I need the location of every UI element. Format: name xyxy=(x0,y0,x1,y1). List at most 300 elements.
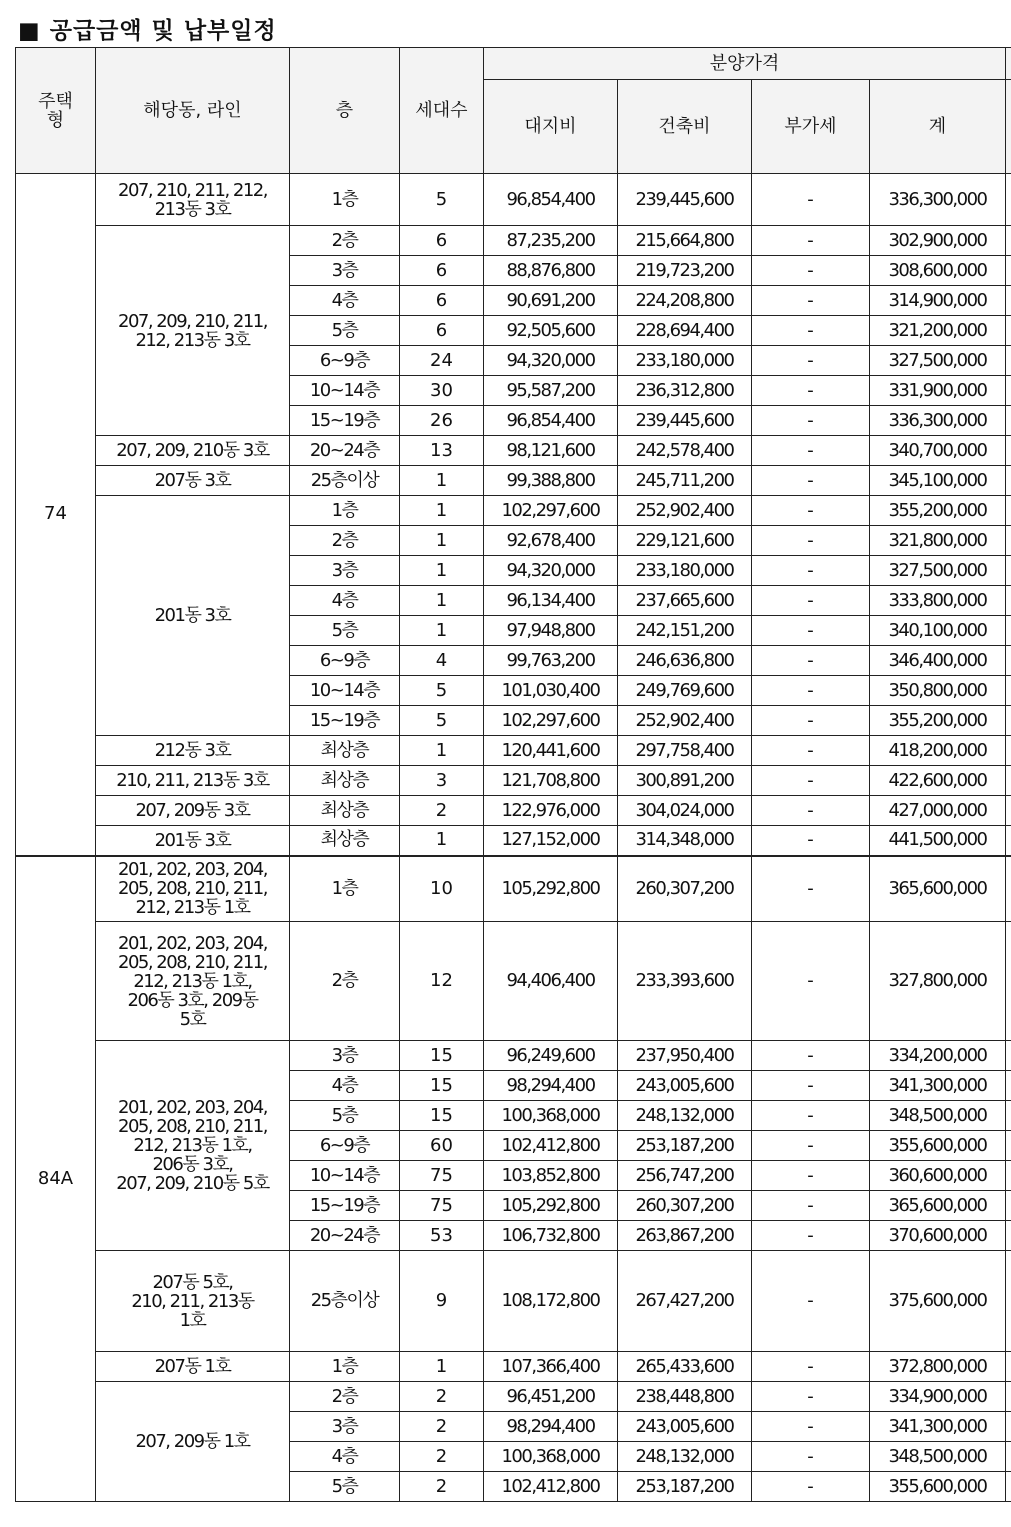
vat-cell: - xyxy=(752,856,870,922)
vat-cell: - xyxy=(752,676,870,706)
dong-line-cell: 207, 209, 210동 3호 xyxy=(96,436,290,466)
building-cost-cell: 249,769,600 xyxy=(618,676,752,706)
dong-line-cell: 201, 202, 203, 204, 205, 208, 210, 211, 212, 213동 1호 xyxy=(96,856,290,922)
units-cell: 60 xyxy=(400,1131,484,1161)
header-price-group: 분양가격 xyxy=(484,48,1006,80)
total-cell: 331,900,000 xyxy=(870,376,1006,406)
floor-cell: 20~24층 xyxy=(290,436,400,466)
floor-cell: 5층 xyxy=(290,1101,400,1131)
floor-cell: 6~9층 xyxy=(290,346,400,376)
land-cost-cell: 102,412,800 xyxy=(484,1472,618,1502)
vat-cell: - xyxy=(752,1472,870,1502)
land-cost-cell: 96,249,600 xyxy=(484,1041,618,1071)
total-cell: 346,400,000 xyxy=(870,646,1006,676)
land-cost-cell: 94,406,400 xyxy=(484,922,618,1041)
extra-cell xyxy=(1006,1191,1011,1221)
floor-cell: 4층 xyxy=(290,1071,400,1101)
units-cell: 2 xyxy=(400,1412,484,1442)
table-row xyxy=(16,856,1011,922)
building-cost-cell: 263,867,200 xyxy=(618,1221,752,1251)
units-cell: 1 xyxy=(400,526,484,556)
units-cell: 6 xyxy=(400,286,484,316)
vat-cell: - xyxy=(752,436,870,466)
building-cost-cell: 239,445,600 xyxy=(618,406,752,436)
land-cost-cell: 87,235,200 xyxy=(484,226,618,256)
building-cost-cell: 239,445,600 xyxy=(618,174,752,226)
units-cell: 9 xyxy=(400,1251,484,1352)
units-cell: 6 xyxy=(400,316,484,346)
total-cell: 345,100,000 xyxy=(870,466,1006,496)
dong-line-cell: 201, 202, 203, 204, 205, 208, 210, 211, 212, 213동 1호, 206동 3호, 209동 5호 xyxy=(96,922,290,1041)
total-cell: 341,300,000 xyxy=(870,1412,1006,1442)
floor-cell: 10~14층 xyxy=(290,676,400,706)
vat-cell: - xyxy=(752,706,870,736)
table-row xyxy=(16,1382,1011,1412)
extra-cell xyxy=(1006,616,1011,646)
floor-cell: 4층 xyxy=(290,286,400,316)
housing-type-cell: 84A xyxy=(16,856,96,1502)
land-cost-cell: 97,948,800 xyxy=(484,616,618,646)
total-cell: 365,600,000 xyxy=(870,1191,1006,1221)
units-cell: 1 xyxy=(400,1352,484,1382)
building-cost-cell: 237,665,600 xyxy=(618,586,752,616)
extra-cell xyxy=(1006,526,1011,556)
table-row xyxy=(16,766,1011,796)
total-cell: 348,500,000 xyxy=(870,1101,1006,1131)
dong-line-cell: 207, 210, 211, 212, 213동 3호 xyxy=(96,174,290,226)
building-cost-cell: 260,307,200 xyxy=(618,1191,752,1221)
land-cost-cell: 127,152,000 xyxy=(484,826,618,856)
total-cell: 355,200,000 xyxy=(870,496,1006,526)
floor-cell: 2층 xyxy=(290,526,400,556)
total-cell: 321,800,000 xyxy=(870,526,1006,556)
header-extra xyxy=(1006,80,1011,174)
vat-cell: - xyxy=(752,616,870,646)
extra-cell xyxy=(1006,1251,1011,1352)
floor-cell: 25층이상 xyxy=(290,1251,400,1352)
building-cost-cell: 314,348,000 xyxy=(618,826,752,856)
vat-cell: - xyxy=(752,174,870,226)
floor-cell: 5층 xyxy=(290,316,400,346)
extra-cell xyxy=(1006,496,1011,526)
extra-cell xyxy=(1006,1101,1011,1131)
land-cost-cell: 96,451,200 xyxy=(484,1382,618,1412)
floor-cell: 3층 xyxy=(290,1041,400,1071)
units-cell: 53 xyxy=(400,1221,484,1251)
land-cost-cell: 102,297,600 xyxy=(484,496,618,526)
extra-cell xyxy=(1006,1071,1011,1101)
table-row xyxy=(16,796,1011,826)
total-cell: 427,000,000 xyxy=(870,796,1006,826)
vat-cell: - xyxy=(752,922,870,1041)
dong-line-cell: 207, 209동 3호 xyxy=(96,796,290,826)
land-cost-cell: 107,366,400 xyxy=(484,1352,618,1382)
vat-cell: - xyxy=(752,1041,870,1071)
units-cell: 24 xyxy=(400,346,484,376)
building-cost-cell: 219,723,200 xyxy=(618,256,752,286)
floor-cell: 15~19층 xyxy=(290,406,400,436)
floor-cell: 최상층 xyxy=(290,736,400,766)
floor-cell: 최상층 xyxy=(290,766,400,796)
units-cell: 5 xyxy=(400,676,484,706)
header-floor: 층 xyxy=(290,48,400,174)
vat-cell: - xyxy=(752,1412,870,1442)
land-cost-cell: 105,292,800 xyxy=(484,856,618,922)
extra-cell xyxy=(1006,1041,1011,1071)
extra-cell xyxy=(1006,676,1011,706)
land-cost-cell: 98,294,400 xyxy=(484,1071,618,1101)
units-cell: 10 xyxy=(400,856,484,922)
building-cost-cell: 237,950,400 xyxy=(618,1041,752,1071)
building-cost-cell: 236,312,800 xyxy=(618,376,752,406)
extra-cell xyxy=(1006,286,1011,316)
table-row xyxy=(16,496,1011,526)
building-cost-cell: 229,121,600 xyxy=(618,526,752,556)
units-cell: 5 xyxy=(400,174,484,226)
floor-cell: 5층 xyxy=(290,616,400,646)
extra-cell xyxy=(1006,556,1011,586)
header-dong-line: 해당동, 라인 xyxy=(96,48,290,174)
total-cell: 327,800,000 xyxy=(870,922,1006,1041)
total-cell: 336,300,000 xyxy=(870,174,1006,226)
land-cost-cell: 120,441,600 xyxy=(484,736,618,766)
extra-cell xyxy=(1006,346,1011,376)
total-cell: 341,300,000 xyxy=(870,1071,1006,1101)
units-cell: 2 xyxy=(400,1442,484,1472)
land-cost-cell: 98,294,400 xyxy=(484,1412,618,1442)
total-cell: 302,900,000 xyxy=(870,226,1006,256)
units-cell: 1 xyxy=(400,586,484,616)
extra-cell xyxy=(1006,256,1011,286)
land-cost-cell: 122,976,000 xyxy=(484,796,618,826)
land-cost-cell: 106,732,800 xyxy=(484,1221,618,1251)
extra-cell xyxy=(1006,1382,1011,1412)
floor-cell: 10~14층 xyxy=(290,376,400,406)
building-cost-cell: 233,180,000 xyxy=(618,346,752,376)
floor-cell: 2층 xyxy=(290,226,400,256)
units-cell: 1 xyxy=(400,826,484,856)
units-cell: 15 xyxy=(400,1101,484,1131)
floor-cell: 3층 xyxy=(290,1412,400,1442)
units-cell: 2 xyxy=(400,1472,484,1502)
table-row xyxy=(16,922,1011,1041)
floor-cell: 5층 xyxy=(290,1472,400,1502)
vat-cell: - xyxy=(752,1382,870,1412)
building-cost-cell: 238,448,800 xyxy=(618,1382,752,1412)
vat-cell: - xyxy=(752,826,870,856)
dong-line-cell: 207, 209, 210, 211, 212, 213동 3호 xyxy=(96,226,290,436)
floor-cell: 3층 xyxy=(290,556,400,586)
header-type: 주택 형 xyxy=(16,48,96,174)
table-row xyxy=(16,1352,1011,1382)
building-cost-cell: 253,187,200 xyxy=(618,1131,752,1161)
extra-cell xyxy=(1006,1412,1011,1442)
total-cell: 375,600,000 xyxy=(870,1251,1006,1352)
table-row xyxy=(16,226,1011,256)
total-cell: 355,600,000 xyxy=(870,1472,1006,1502)
vat-cell: - xyxy=(752,736,870,766)
units-cell: 15 xyxy=(400,1041,484,1071)
header-vat: 부가세 xyxy=(752,80,870,174)
header-building-cost: 건축비 xyxy=(618,80,752,174)
extra-cell xyxy=(1006,436,1011,466)
total-cell: 350,800,000 xyxy=(870,676,1006,706)
floor-cell: 1층 xyxy=(290,174,400,226)
total-cell: 321,200,000 xyxy=(870,316,1006,346)
dong-line-cell: 207동 1호 xyxy=(96,1352,290,1382)
housing-type-cell: 74 xyxy=(16,174,96,856)
total-cell: 336,300,000 xyxy=(870,406,1006,436)
total-cell: 340,100,000 xyxy=(870,616,1006,646)
vat-cell: - xyxy=(752,556,870,586)
units-cell: 5 xyxy=(400,706,484,736)
floor-cell: 6~9층 xyxy=(290,1131,400,1161)
land-cost-cell: 95,587,200 xyxy=(484,376,618,406)
floor-cell: 1층 xyxy=(290,1352,400,1382)
extra-cell xyxy=(1006,856,1011,922)
vat-cell: - xyxy=(752,286,870,316)
floor-cell: 최상층 xyxy=(290,796,400,826)
land-cost-cell: 103,852,800 xyxy=(484,1161,618,1191)
total-cell: 355,200,000 xyxy=(870,706,1006,736)
land-cost-cell: 102,412,800 xyxy=(484,1131,618,1161)
extra-cell xyxy=(1006,766,1011,796)
vat-cell: - xyxy=(752,646,870,676)
extra-cell xyxy=(1006,1472,1011,1502)
units-cell: 1 xyxy=(400,496,484,526)
floor-cell: 4층 xyxy=(290,586,400,616)
floor-cell: 20~24층 xyxy=(290,1221,400,1251)
total-cell: 365,600,000 xyxy=(870,856,1006,922)
land-cost-cell: 100,368,000 xyxy=(484,1442,618,1472)
building-cost-cell: 304,024,000 xyxy=(618,796,752,826)
units-cell: 1 xyxy=(400,616,484,646)
units-cell: 2 xyxy=(400,1382,484,1412)
units-cell: 3 xyxy=(400,766,484,796)
building-cost-cell: 256,747,200 xyxy=(618,1161,752,1191)
total-cell: 334,900,000 xyxy=(870,1382,1006,1412)
total-cell: 334,200,000 xyxy=(870,1041,1006,1071)
building-cost-cell: 233,180,000 xyxy=(618,556,752,586)
floor-cell: 최상층 xyxy=(290,826,400,856)
units-cell: 75 xyxy=(400,1161,484,1191)
total-cell: 327,500,000 xyxy=(870,556,1006,586)
vat-cell: - xyxy=(752,1101,870,1131)
floor-cell: 15~19층 xyxy=(290,706,400,736)
land-cost-cell: 96,854,400 xyxy=(484,406,618,436)
land-cost-cell: 121,708,800 xyxy=(484,766,618,796)
land-cost-cell: 92,678,400 xyxy=(484,526,618,556)
extra-cell xyxy=(1006,406,1011,436)
units-cell: 1 xyxy=(400,556,484,586)
vat-cell: - xyxy=(752,1131,870,1161)
header-units: 세대수 xyxy=(400,48,484,174)
building-cost-cell: 253,187,200 xyxy=(618,1472,752,1502)
land-cost-cell: 98,121,600 xyxy=(484,436,618,466)
units-cell: 30 xyxy=(400,376,484,406)
extra-cell xyxy=(1006,1442,1011,1472)
total-cell: 340,700,000 xyxy=(870,436,1006,466)
building-cost-cell: 267,427,200 xyxy=(618,1251,752,1352)
units-cell: 1 xyxy=(400,736,484,766)
table-row xyxy=(16,736,1011,766)
header-land-cost: 대지비 xyxy=(484,80,618,174)
header-extra xyxy=(1006,48,1011,80)
table-row xyxy=(16,826,1011,856)
vat-cell: - xyxy=(752,256,870,286)
floor-cell: 6~9층 xyxy=(290,646,400,676)
units-cell: 6 xyxy=(400,256,484,286)
vat-cell: - xyxy=(752,526,870,556)
vat-cell: - xyxy=(752,1071,870,1101)
floor-cell: 2층 xyxy=(290,1382,400,1412)
dong-line-cell: 201동 3호 xyxy=(96,826,290,856)
units-cell: 4 xyxy=(400,646,484,676)
floor-cell: 2층 xyxy=(290,922,400,1041)
extra-cell xyxy=(1006,646,1011,676)
dong-line-cell: 201동 3호 xyxy=(96,496,290,736)
extra-cell xyxy=(1006,1161,1011,1191)
dong-line-cell: 207동 3호 xyxy=(96,466,290,496)
building-cost-cell: 243,005,600 xyxy=(618,1412,752,1442)
land-cost-cell: 94,320,000 xyxy=(484,346,618,376)
land-cost-cell: 108,172,800 xyxy=(484,1251,618,1352)
building-cost-cell: 252,902,400 xyxy=(618,496,752,526)
table-row xyxy=(16,1251,1011,1352)
extra-cell xyxy=(1006,226,1011,256)
total-cell: 327,500,000 xyxy=(870,346,1006,376)
dong-line-cell: 201, 202, 203, 204, 205, 208, 210, 211, 212, 213동 1호, 206동 3호, 207, 209, 210동 5호 xyxy=(96,1041,290,1251)
building-cost-cell: 265,433,600 xyxy=(618,1352,752,1382)
total-cell: 348,500,000 xyxy=(870,1442,1006,1472)
extra-cell xyxy=(1006,466,1011,496)
total-cell: 441,500,000 xyxy=(870,826,1006,856)
land-cost-cell: 94,320,000 xyxy=(484,556,618,586)
extra-cell xyxy=(1006,1131,1011,1161)
extra-cell xyxy=(1006,586,1011,616)
land-cost-cell: 92,505,600 xyxy=(484,316,618,346)
vat-cell: - xyxy=(752,1352,870,1382)
building-cost-cell: 224,208,800 xyxy=(618,286,752,316)
price-table xyxy=(15,47,1011,1502)
floor-cell: 25층이상 xyxy=(290,466,400,496)
total-cell: 370,600,000 xyxy=(870,1221,1006,1251)
building-cost-cell: 248,132,000 xyxy=(618,1442,752,1472)
land-cost-cell: 100,368,000 xyxy=(484,1101,618,1131)
vat-cell: - xyxy=(752,1251,870,1352)
units-cell: 1 xyxy=(400,466,484,496)
units-cell: 15 xyxy=(400,1071,484,1101)
total-cell: 418,200,000 xyxy=(870,736,1006,766)
building-cost-cell: 228,694,400 xyxy=(618,316,752,346)
extra-cell xyxy=(1006,316,1011,346)
extra-cell xyxy=(1006,1352,1011,1382)
vat-cell: - xyxy=(752,586,870,616)
table-row xyxy=(16,174,1011,226)
header-total: 계 xyxy=(870,80,1006,174)
dong-line-cell: 210, 211, 213동 3호 xyxy=(96,766,290,796)
extra-cell xyxy=(1006,796,1011,826)
extra-cell xyxy=(1006,922,1011,1041)
extra-cell xyxy=(1006,1221,1011,1251)
land-cost-cell: 96,134,400 xyxy=(484,586,618,616)
units-cell: 6 xyxy=(400,226,484,256)
vat-cell: - xyxy=(752,1221,870,1251)
total-cell: 372,800,000 xyxy=(870,1352,1006,1382)
land-cost-cell: 96,854,400 xyxy=(484,174,618,226)
vat-cell: - xyxy=(752,1442,870,1472)
section-title: ■ 공급금액 및 납부일정 xyxy=(18,18,277,44)
table-row xyxy=(16,436,1011,466)
vat-cell: - xyxy=(752,1191,870,1221)
vat-cell: - xyxy=(752,376,870,406)
building-cost-cell: 252,902,400 xyxy=(618,706,752,736)
land-cost-cell: 88,876,800 xyxy=(484,256,618,286)
dong-line-cell: 207, 209동 1호 xyxy=(96,1382,290,1502)
building-cost-cell: 300,891,200 xyxy=(618,766,752,796)
floor-cell: 15~19층 xyxy=(290,1191,400,1221)
building-cost-cell: 260,307,200 xyxy=(618,856,752,922)
building-cost-cell: 297,758,400 xyxy=(618,736,752,766)
extra-cell xyxy=(1006,376,1011,406)
extra-cell xyxy=(1006,706,1011,736)
vat-cell: - xyxy=(752,406,870,436)
total-cell: 308,600,000 xyxy=(870,256,1006,286)
building-cost-cell: 245,711,200 xyxy=(618,466,752,496)
total-cell: 360,600,000 xyxy=(870,1161,1006,1191)
dong-line-cell: 212동 3호 xyxy=(96,736,290,766)
vat-cell: - xyxy=(752,766,870,796)
building-cost-cell: 242,578,400 xyxy=(618,436,752,466)
building-cost-cell: 242,151,200 xyxy=(618,616,752,646)
building-cost-cell: 233,393,600 xyxy=(618,922,752,1041)
table-row xyxy=(16,466,1011,496)
total-cell: 314,900,000 xyxy=(870,286,1006,316)
units-cell: 13 xyxy=(400,436,484,466)
units-cell: 26 xyxy=(400,406,484,436)
dong-line-cell: 207동 5호, 210, 211, 213동 1호 xyxy=(96,1251,290,1352)
price-table-body xyxy=(16,174,1011,1502)
extra-cell xyxy=(1006,736,1011,766)
floor-cell: 3층 xyxy=(290,256,400,286)
total-cell: 333,800,000 xyxy=(870,586,1006,616)
floor-cell: 10~14층 xyxy=(290,1161,400,1191)
extra-cell xyxy=(1006,826,1011,856)
vat-cell: - xyxy=(752,316,870,346)
units-cell: 12 xyxy=(400,922,484,1041)
vat-cell: - xyxy=(752,466,870,496)
total-cell: 422,600,000 xyxy=(870,766,1006,796)
total-cell: 355,600,000 xyxy=(870,1131,1006,1161)
building-cost-cell: 246,636,800 xyxy=(618,646,752,676)
vat-cell: - xyxy=(752,796,870,826)
land-cost-cell: 90,691,200 xyxy=(484,286,618,316)
land-cost-cell: 101,030,400 xyxy=(484,676,618,706)
units-cell: 2 xyxy=(400,796,484,826)
vat-cell: - xyxy=(752,496,870,526)
land-cost-cell: 105,292,800 xyxy=(484,1191,618,1221)
vat-cell: - xyxy=(752,1161,870,1191)
vat-cell: - xyxy=(752,226,870,256)
building-cost-cell: 243,005,600 xyxy=(618,1071,752,1101)
floor-cell: 4층 xyxy=(290,1442,400,1472)
floor-cell: 1층 xyxy=(290,496,400,526)
land-cost-cell: 102,297,600 xyxy=(484,706,618,736)
vat-cell: - xyxy=(752,346,870,376)
land-cost-cell: 99,388,800 xyxy=(484,466,618,496)
building-cost-cell: 215,664,800 xyxy=(618,226,752,256)
floor-cell: 1층 xyxy=(290,856,400,922)
